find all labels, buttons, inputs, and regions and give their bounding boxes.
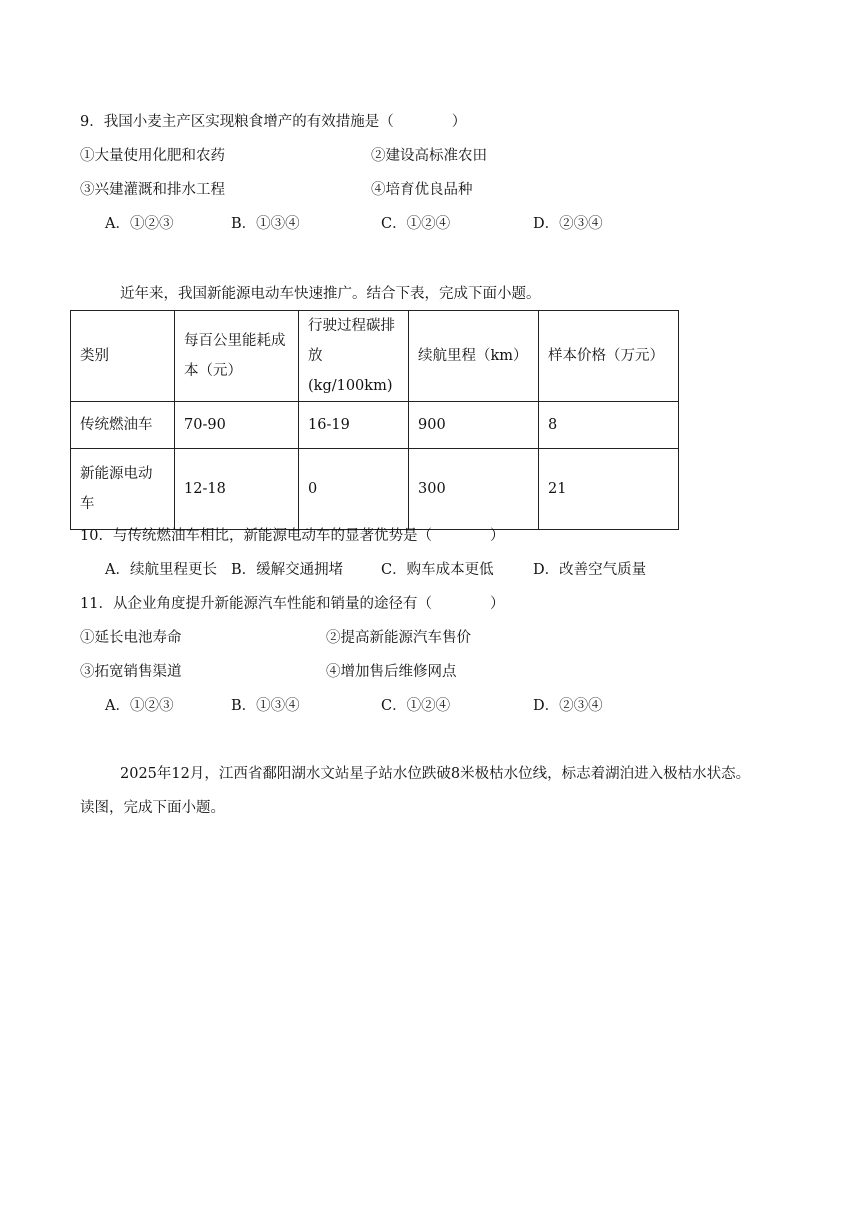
table-header-cell: 行驶过程碳排放(kg/100km) — [299, 311, 409, 402]
question-11-item-3: ③拓宽销售渠道 — [80, 664, 182, 680]
question-9-choice-d[interactable]: D．②③④ — [533, 216, 603, 232]
question-11-choice-a[interactable]: A．①②③ — [105, 698, 174, 714]
question-9-item-1: ①大量使用化肥和农药 — [80, 148, 225, 164]
table-header-row — [71, 311, 679, 402]
table-cell: 12-18 — [175, 449, 299, 530]
question-9-choice-c[interactable]: C．①②④ — [381, 216, 451, 232]
table-cell: 300 — [409, 449, 539, 530]
question-11-stem: 11．从企业角度提升新能源汽车性能和销量的途径有（ ） — [80, 596, 505, 612]
intro-table-paragraph: 近年来，我国新能源电动车快速推广。结合下表，完成下面小题。 — [120, 286, 541, 302]
vehicle-comparison-table — [70, 310, 679, 530]
question-9-item-3: ③兴建灌溉和排水工程 — [80, 182, 225, 198]
question-10-choice-a[interactable]: A．续航里程更长 — [105, 562, 217, 578]
question-10-stem: 10．与传统燃油车相比，新能源电动车的显著优势是（ ） — [80, 528, 505, 544]
question-10-choice-d[interactable]: D．改善空气质量 — [533, 562, 647, 578]
table-cell: 0 — [299, 449, 409, 530]
question-9-stem: 9．我国小麦主产区实现粮食增产的有效措施是（ ） — [80, 114, 467, 130]
table-cell: 新能源电动车 — [71, 449, 175, 530]
question-9-choice-a[interactable]: A．①②③ — [105, 216, 174, 232]
table-header-cell: 样本价格（万元） — [539, 311, 679, 402]
table-header-cell: 续航里程（km） — [409, 311, 539, 402]
table-header-cell: 每百公里能耗成本（元） — [175, 311, 299, 402]
question-11-item-4: ④增加售后维修网点 — [326, 664, 457, 680]
question-9-choice-b[interactable]: B．①③④ — [231, 216, 300, 232]
intro-poyang-paragraph-line-2: 读图，完成下面小题。 — [80, 800, 225, 816]
intro-poyang-paragraph-line-1: 2025年12月，江西省鄱阳湖水文站星子站水位跌破8米极枯水位线，标志着湖泊进入极枯水状态。 — [120, 766, 751, 782]
question-11-item-1: ①延长电池寿命 — [80, 630, 182, 646]
question-11-item-2: ②提高新能源汽车售价 — [326, 630, 471, 646]
table-cell: 900 — [409, 402, 539, 449]
table-cell: 70-90 — [175, 402, 299, 449]
question-11-choice-c[interactable]: C．①②④ — [381, 698, 451, 714]
table-cell: 传统燃油车 — [71, 402, 175, 449]
question-9-item-4: ④培育优良品种 — [371, 182, 473, 198]
question-9-item-2: ②建设高标准农田 — [371, 148, 487, 164]
question-11-choice-b[interactable]: B．①③④ — [231, 698, 300, 714]
question-11-choice-d[interactable]: D．②③④ — [533, 698, 603, 714]
table-cell: 8 — [539, 402, 679, 449]
table-header-cell: 类别 — [71, 311, 175, 402]
question-10-choice-c[interactable]: C．购车成本更低 — [381, 562, 494, 578]
question-10-choice-b[interactable]: B．缓解交通拥堵 — [231, 562, 344, 578]
table-cell: 21 — [539, 449, 679, 530]
table-row — [71, 449, 679, 530]
table-cell: 16-19 — [299, 402, 409, 449]
table-row — [71, 402, 679, 449]
